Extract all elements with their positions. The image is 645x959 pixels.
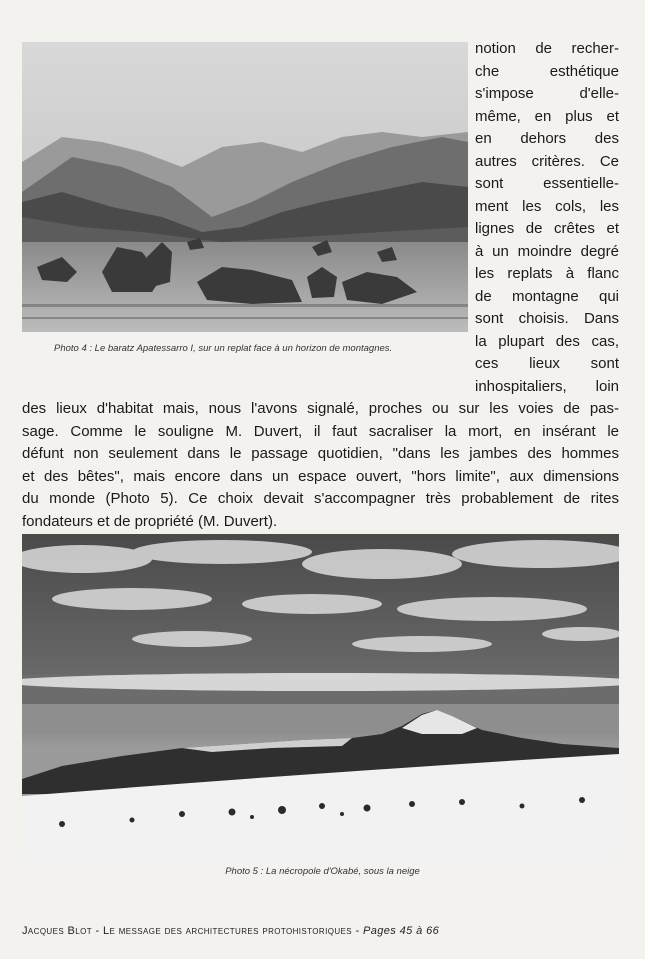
text-line: che esthétique bbox=[475, 62, 619, 80]
text-line: fondateurs et de propriété (M. Duvert). bbox=[22, 512, 278, 530]
footer-title: Le message des architectures protohistoriques bbox=[103, 925, 353, 937]
photo-necropole-okabe bbox=[22, 534, 619, 862]
text-line: à un moindre degré bbox=[475, 242, 619, 260]
text-line: sont choisis. Dans bbox=[475, 310, 619, 327]
text-line: en dehors des bbox=[475, 130, 619, 147]
photo5-caption: Photo 5 : La nécropole d'Okabé, sous la neige bbox=[225, 866, 420, 877]
text-line: s'impose d'elle- bbox=[475, 85, 619, 102]
text-line: inhospitaliers, loin bbox=[475, 377, 619, 395]
photo4-caption: Photo 4 : Le baratz Apatessarro I, sur un replat face à un horizon de montagnes. bbox=[54, 343, 393, 354]
text-line: sont essentielle- bbox=[475, 175, 619, 192]
footer-separator: - bbox=[92, 925, 104, 937]
text-line: de montagne qui bbox=[475, 287, 619, 305]
text-line: ment les cols, les bbox=[475, 197, 619, 215]
full-width-text bbox=[22, 398, 619, 533]
text-line: ces lieux sont bbox=[475, 355, 619, 372]
footer-author: Jacques Blot bbox=[22, 925, 93, 937]
footer-separator: - bbox=[352, 925, 363, 937]
text-line: du monde (Photo 5). Ce choix devait s'accompagner très probablement de rites bbox=[22, 490, 619, 507]
photo-baratz-apatessarro bbox=[22, 42, 468, 332]
text-line: lignes de crêtes et bbox=[475, 220, 619, 237]
text-line: défunt non seulement dans le passage quotidien, "dans les jambes des hommes bbox=[22, 445, 619, 462]
text-line: et des bêtes", mais encore dans un espace ouvert, "hors limite", aux dimensions bbox=[22, 467, 619, 485]
right-column-text bbox=[475, 38, 619, 398]
text-line: même, en plus et bbox=[475, 107, 619, 125]
text-line: la plupart des cas, bbox=[475, 332, 619, 350]
text-line: autres critères. Ce bbox=[475, 152, 619, 170]
text-line: notion de recher- bbox=[475, 40, 619, 57]
text-line: des lieux d'habitat mais, nous l'avons signalé, proches ou sur les voies de pas- bbox=[22, 400, 619, 417]
text-line: les replats à flanc bbox=[475, 265, 619, 282]
text-line: sage. Comme le souligne M. Duvert, il faut sacraliser la mort, en insérant le bbox=[22, 422, 619, 440]
page-footer bbox=[22, 925, 439, 937]
footer-pages: Pages 45 à 66 bbox=[363, 925, 440, 937]
